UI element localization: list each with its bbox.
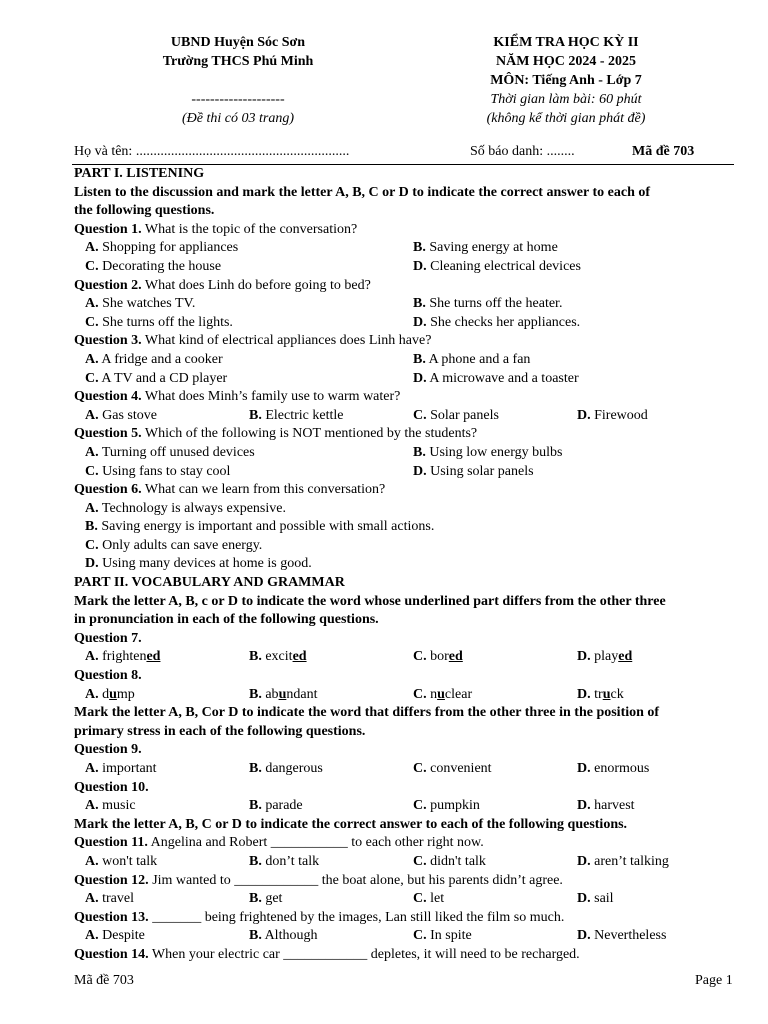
options-row bbox=[74, 853, 744, 872]
option-a: A. Technology is always expensive. bbox=[85, 500, 286, 516]
option-a: A. She watches TV. bbox=[85, 296, 196, 312]
question-4 bbox=[74, 388, 744, 407]
option-a: A. Gas stove bbox=[85, 407, 157, 423]
exam-title: KIỂM TRA HỌC KỲ II bbox=[493, 35, 639, 50]
options-row bbox=[74, 797, 744, 816]
options-row bbox=[74, 537, 744, 556]
option-a: A. music bbox=[85, 798, 136, 814]
option-b: B. Although bbox=[249, 928, 318, 944]
header-divider: -------------------- bbox=[191, 92, 285, 107]
question-10: Question 10. bbox=[74, 779, 149, 795]
part2-instruction-stress: primary stress in each of the following questions. bbox=[74, 723, 366, 739]
option-d: D. Using solar panels bbox=[413, 463, 534, 479]
option-d: D. Using many devices at home is good. bbox=[85, 556, 312, 572]
page-count-note: (Đề thi có 03 trang) bbox=[182, 111, 294, 126]
option-c: C. pumpkin bbox=[413, 798, 480, 814]
question-8: Question 8. bbox=[74, 668, 142, 684]
header-left bbox=[118, 33, 358, 128]
part2-instruction-grammar: Mark the letter A, B, C or D to indicate the correct answer to each of the following questions. bbox=[74, 816, 628, 832]
option-c: C. nuclear bbox=[413, 686, 473, 702]
time-limit: Thời gian làm bài: 60 phút bbox=[490, 92, 642, 107]
option-c: C. Only adults can save energy. bbox=[85, 537, 263, 553]
student-name-field: Họ và tên: ............................................................. bbox=[74, 144, 350, 159]
question-text: What does Linh do before going to bed? bbox=[141, 277, 371, 293]
option-c: C. Using fans to stay cool bbox=[85, 463, 231, 479]
school-name: Trường THCS Phú Minh bbox=[162, 54, 314, 69]
options-row bbox=[74, 444, 744, 463]
header-right bbox=[446, 33, 686, 128]
question-3 bbox=[74, 332, 744, 351]
option-d: D. aren’t talking bbox=[577, 853, 669, 869]
question-label: Question 4. bbox=[74, 389, 142, 405]
options-row bbox=[74, 407, 744, 426]
question-label: Question 1. bbox=[74, 221, 142, 237]
option-a: A. A fridge and a cooker bbox=[85, 351, 223, 367]
option-c: C. A TV and a CD player bbox=[85, 370, 228, 386]
option-b: B. Electric kettle bbox=[249, 407, 344, 423]
question-1 bbox=[74, 221, 744, 240]
question-label: Question 5. bbox=[74, 426, 142, 442]
question-label: Question 12. bbox=[74, 872, 149, 888]
question-label: Question 3. bbox=[74, 333, 142, 349]
options-row bbox=[74, 370, 744, 389]
question-6 bbox=[74, 481, 744, 500]
footer-page-number: Page 1 bbox=[695, 973, 733, 988]
option-a: A. dump bbox=[85, 686, 135, 702]
option-a: A. Turning off unused devices bbox=[85, 444, 255, 460]
option-c: C. She turns off the lights. bbox=[85, 314, 233, 330]
option-b: B. Using low energy bulbs bbox=[413, 444, 563, 460]
option-b: B. excited bbox=[249, 649, 307, 665]
question-text: Which of the following is NOT mentioned by the students? bbox=[141, 426, 478, 442]
question-label: Question 11. bbox=[74, 835, 148, 851]
option-b: B. Saving energy at home bbox=[413, 240, 558, 256]
question-text: What can we learn from this conversation? bbox=[141, 482, 386, 498]
option-a: A. Shopping for appliances bbox=[85, 240, 239, 256]
option-d: D. played bbox=[577, 649, 633, 665]
option-d: D. Firewood bbox=[577, 407, 648, 423]
district-name: UBND Huyện Sóc Sơn bbox=[170, 35, 306, 50]
question-14 bbox=[74, 946, 744, 965]
part1-title: PART I. LISTENING bbox=[74, 166, 205, 181]
exam-content bbox=[74, 165, 744, 965]
question-text: When your electric car ____________ depletes, it will need to be recharged. bbox=[148, 946, 580, 962]
option-d: D. enormous bbox=[577, 761, 650, 776]
part2-instruction-pronunciation: Mark the letter A, B, c or D to indicate the word whose underlined part differs from the other three bbox=[74, 593, 666, 609]
option-b: B. abundant bbox=[249, 686, 318, 702]
question-11 bbox=[74, 834, 744, 853]
option-d: D. Nevertheless bbox=[577, 928, 667, 944]
part2-instruction-stress: Mark the letter A, B, Cor D to indicate the word that differs from the other three in the position of bbox=[74, 705, 660, 721]
option-b: B. She turns off the heater. bbox=[413, 296, 563, 312]
option-b: B. get bbox=[249, 891, 283, 907]
options-row bbox=[74, 463, 744, 482]
subject: MÔN: Tiếng Anh - Lớp 7 bbox=[490, 73, 642, 88]
part2-title: PART II. VOCABULARY AND GRAMMAR bbox=[74, 575, 345, 591]
time-note: (không kể thời gian phát đề) bbox=[486, 111, 646, 126]
question-text: What kind of electrical appliances does Linh have? bbox=[141, 333, 432, 349]
question-text: What is the topic of the conversation? bbox=[141, 221, 358, 237]
question-5 bbox=[74, 425, 744, 444]
options-row bbox=[74, 239, 744, 258]
question-text: _______ being frightened by the images, Lan still liked the film so much. bbox=[148, 909, 565, 925]
question-12 bbox=[74, 872, 744, 891]
options-row bbox=[74, 314, 744, 333]
options-row bbox=[74, 890, 744, 909]
option-d: D. Cleaning electrical devices bbox=[413, 258, 581, 274]
question-13 bbox=[74, 909, 744, 928]
question-label: Question 2. bbox=[74, 277, 142, 293]
options-row bbox=[74, 686, 744, 705]
question-text: Jim wanted to ____________ the boat alone, but his parents didn’t agree. bbox=[148, 872, 563, 888]
question-text: Angelina and Robert ___________ to each other right now. bbox=[147, 835, 484, 851]
question-label: Question 6. bbox=[74, 482, 142, 498]
option-b: B. A phone and a fan bbox=[413, 351, 531, 367]
option-d: D. truck bbox=[577, 686, 624, 702]
options-row bbox=[74, 500, 744, 519]
question-9: Question 9. bbox=[74, 742, 142, 758]
question-label: Question 14. bbox=[74, 946, 149, 962]
option-c: C. Decorating the house bbox=[85, 258, 222, 274]
footer-exam-code: Mã đề 703 bbox=[74, 973, 134, 988]
part1-instruction: Listen to the discussion and mark the letter A, B, C or D to indicate the correct answer to each of bbox=[74, 184, 651, 200]
option-c: C. didn't talk bbox=[413, 853, 486, 869]
question-label: Question 13. bbox=[74, 909, 149, 925]
options-row bbox=[74, 295, 744, 314]
part1-instruction: the following questions. bbox=[74, 203, 215, 219]
options-row bbox=[74, 648, 744, 667]
option-d: D. A microwave and a toaster bbox=[413, 370, 579, 386]
option-a: A. important bbox=[85, 761, 157, 776]
options-row bbox=[74, 258, 744, 277]
candidate-number-field: Số báo danh: ........ bbox=[470, 144, 575, 159]
option-d: D. sail bbox=[577, 891, 614, 907]
school-year: NĂM HỌC 2024 - 2025 bbox=[496, 54, 636, 69]
options-row bbox=[74, 555, 744, 574]
option-c: C. bored bbox=[413, 649, 463, 665]
option-b: B. dangerous bbox=[249, 761, 323, 776]
option-c: C. In spite bbox=[413, 928, 472, 944]
option-b: B. don’t talk bbox=[249, 853, 320, 869]
option-c: C. let bbox=[413, 891, 445, 907]
exam-code: Mã đề 703 bbox=[632, 144, 695, 159]
option-c: C. convenient bbox=[413, 761, 492, 776]
option-b: B. Saving energy is important and possible with small actions. bbox=[85, 519, 435, 535]
student-id-line bbox=[74, 144, 734, 162]
options-row bbox=[74, 760, 744, 779]
options-row bbox=[74, 351, 744, 370]
option-a: A. won't talk bbox=[85, 853, 158, 869]
option-a: A. travel bbox=[85, 891, 134, 907]
question-2 bbox=[74, 277, 744, 296]
part2-instruction-pronunciation: in pronunciation in each of the following questions. bbox=[74, 612, 379, 628]
option-c: C. Solar panels bbox=[413, 407, 499, 423]
question-7: Question 7. bbox=[74, 630, 142, 646]
options-row bbox=[74, 927, 744, 946]
option-a: A. frightened bbox=[85, 649, 161, 665]
option-d: D. She checks her appliances. bbox=[413, 314, 581, 330]
options-row bbox=[74, 518, 744, 537]
option-a: A. Despite bbox=[85, 928, 145, 944]
option-d: D. harvest bbox=[577, 798, 635, 814]
question-text: What does Minh’s family use to warm water? bbox=[141, 389, 401, 405]
option-b: B. parade bbox=[249, 798, 303, 814]
